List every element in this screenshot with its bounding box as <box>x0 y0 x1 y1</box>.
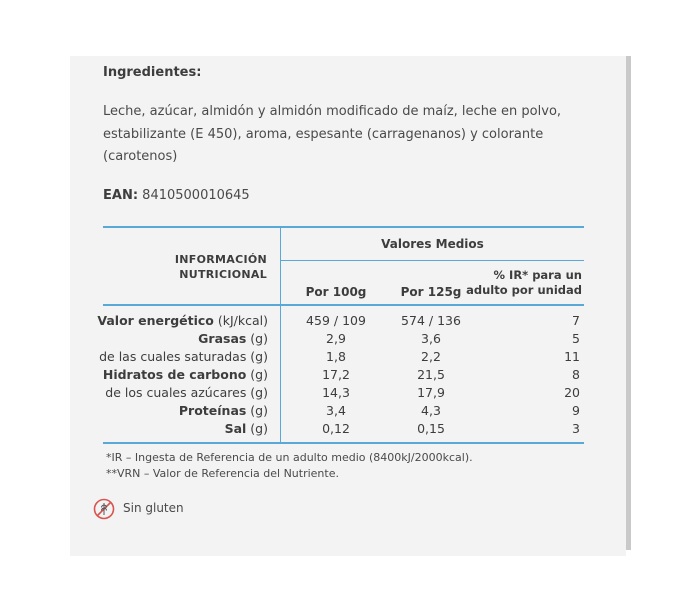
header-bottom-border <box>103 304 584 306</box>
row-label: de las cuales saturadas (g) <box>99 349 268 364</box>
footnote-ir: *IR – Ingesta de Referencia de un adulto medio (8400kJ/2000kcal). <box>106 451 473 464</box>
row-value-ir: 7 <box>572 313 580 328</box>
nutrition-header-left <box>103 252 267 282</box>
footnotes <box>106 450 473 482</box>
header-por-100g: Por 100g <box>305 285 367 299</box>
row-value-125g: 3,6 <box>421 331 441 346</box>
row-value-125g: 574 / 136 <box>401 313 461 328</box>
header-divider <box>281 260 584 261</box>
ingredients-text: Leche, azúcar, almidón y almidón modificado de maíz, leche en polvo, estabilizante (E 450), aroma, espesante (carragenanos) y colorante (carotenos) <box>103 104 562 164</box>
row-value-ir: 3 <box>572 421 580 436</box>
row-value-125g: 0,15 <box>417 421 445 436</box>
row-value-ir: 9 <box>572 403 580 418</box>
gluten-free-label: Sin gluten <box>123 501 184 515</box>
row-value-125g: 17,9 <box>417 385 445 400</box>
header-ir-line1: % IR* para un <box>493 268 582 282</box>
nutrition-table <box>97 226 584 444</box>
table-row <box>103 402 584 420</box>
header-por-125g: Por 125g <box>400 285 462 299</box>
row-label: de los cuales azúcares (g) <box>105 385 268 400</box>
ingredients-title: Ingredientes: <box>103 65 202 80</box>
scrollbar[interactable] <box>626 56 631 550</box>
nutrition-rows <box>97 312 584 438</box>
row-value-ir: 20 <box>564 385 580 400</box>
row-value-100g: 3,4 <box>326 403 346 418</box>
row-label: Proteínas (g) <box>178 403 268 418</box>
row-value-100g: 1,8 <box>326 349 346 364</box>
ean-value: 8410500010645 <box>142 188 250 203</box>
row-label: Sal (g) <box>224 421 268 436</box>
row-value-100g: 0,12 <box>322 421 350 436</box>
row-value-100g: 17,2 <box>322 367 350 382</box>
row-value-100g: 2,9 <box>326 331 346 346</box>
header-ir-line2: adulto por unidad <box>466 283 582 297</box>
gluten-free-icon <box>93 498 115 520</box>
header-ir <box>463 268 582 298</box>
table-row <box>103 420 584 438</box>
row-value-100g: 459 / 109 <box>306 313 366 328</box>
table-row <box>103 330 584 348</box>
table-row <box>99 348 584 366</box>
table-top-border <box>103 226 584 228</box>
row-value-ir: 8 <box>572 367 580 382</box>
table-row <box>97 312 584 330</box>
table-bottom-border <box>103 442 584 444</box>
ean-label: EAN: <box>103 188 139 203</box>
row-label: Grasas (g) <box>198 331 268 346</box>
ean <box>103 188 250 203</box>
header-valores-medios: Valores Medios <box>381 237 484 251</box>
table-row <box>103 384 584 402</box>
header-left-line2: NUTRICIONAL <box>179 268 267 281</box>
footnote-vrn: **VRN – Valor de Referencia del Nutriente. <box>106 467 339 480</box>
row-value-ir: 11 <box>564 349 580 364</box>
table-row <box>103 366 584 384</box>
header-left-line1: INFORMACIÓN <box>174 253 267 266</box>
row-label: Hidratos de carbono (g) <box>102 367 268 382</box>
row-label: Valor energético (kJ/kcal) <box>97 313 268 328</box>
row-value-100g: 14,3 <box>322 385 350 400</box>
row-value-125g: 21,5 <box>417 367 445 382</box>
row-value-125g: 4,3 <box>421 403 441 418</box>
row-value-125g: 2,2 <box>421 349 441 364</box>
row-value-ir: 5 <box>572 331 580 346</box>
